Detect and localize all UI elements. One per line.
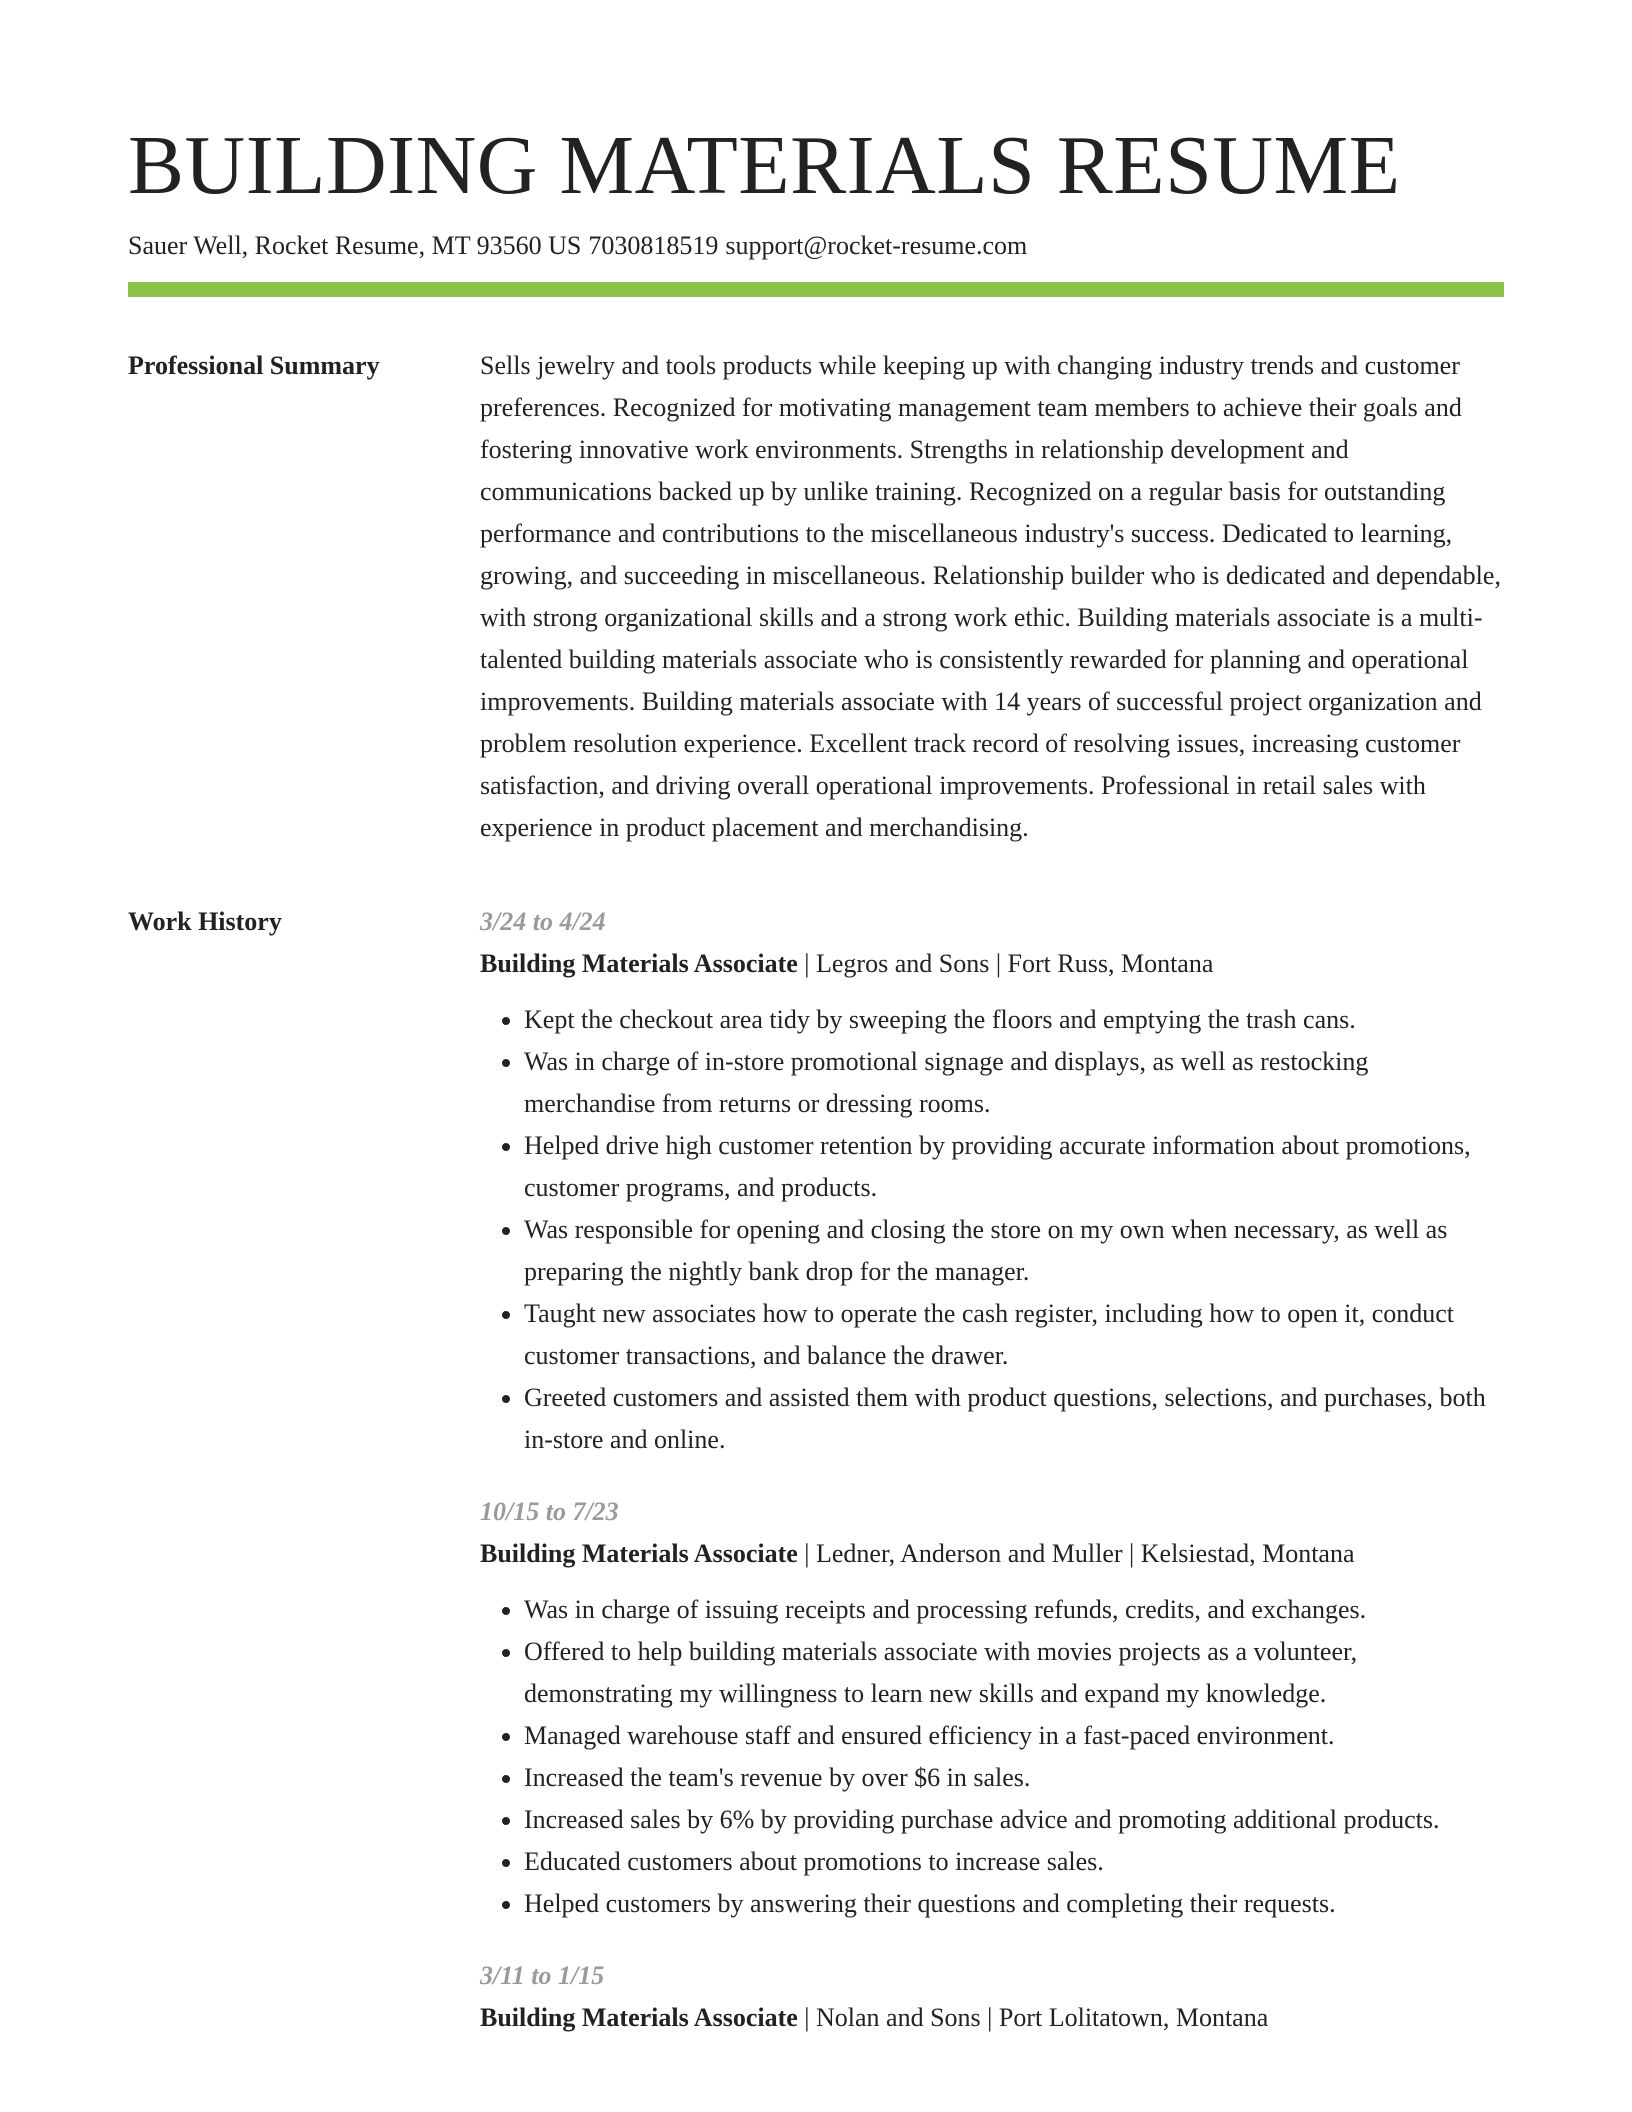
job-title: Building Materials Associate	[480, 948, 798, 978]
job-dates: 3/11 to 1/15	[480, 1960, 605, 1990]
job-separator: |	[804, 1538, 810, 1568]
job-heading	[480, 943, 1504, 985]
job-separator: |	[804, 948, 810, 978]
contact-phone: 7030818519	[588, 231, 719, 261]
job-company: Nolan and Sons	[816, 2002, 981, 2032]
job-bullet: • Was in charge of issuing receipts and processing refunds, credits, and exchanges.	[524, 1589, 1504, 1631]
job-dates: 3/24 to 4/24	[480, 906, 606, 936]
job-separator: |	[995, 948, 1002, 978]
job-heading	[480, 1533, 1504, 1575]
job-entry	[480, 901, 1504, 1461]
job-bullet: • Offered to help building materials associate with movies projects as a volunteer, demonstrating my willingness to learn new skills and expand my knowledge.	[524, 1631, 1504, 1715]
job-bullet: • Increased sales by 6% by providing purchase advice and promoting additional products.	[524, 1799, 1504, 1841]
contact-email: support@rocket-resume.com	[725, 231, 1028, 261]
job-entry	[480, 1491, 1504, 1925]
job-bullet: • Helped customers by answering their questions and completing their requests.	[524, 1883, 1504, 1925]
job-bullet: • Kept the checkout area tidy by sweeping the floors and emptying the trash cans.	[524, 999, 1504, 1041]
job-bullet: • Taught new associates how to operate the cash register, including how to open it, conduct customer transactions, and balance the drawer.	[524, 1293, 1504, 1377]
job-separator: |	[1129, 1538, 1135, 1568]
job-bullet: • Managed warehouse staff and ensured efficiency in a fast-paced environment.	[524, 1715, 1504, 1757]
section-label-work-history: Work History	[128, 906, 282, 936]
job-heading	[480, 1997, 1504, 2039]
job-location: Port Lolitatown, Montana	[998, 2002, 1269, 2032]
job-location: Kelsiestad, Montana	[1140, 1538, 1355, 1568]
work-history-section	[128, 901, 1504, 2069]
job-company: Legros and Sons	[816, 948, 990, 978]
job-dates: 10/15 to 7/23	[480, 1496, 619, 1526]
summary-text: Sells jewelry and tools products while keeping up with changing industry trends and customer preferences. Recognized for motivating management team members to achieve their goals and fostering innovative work environments. Strengths in relationship development and communications backed up by unlike training. Recognized on a regular basis for outstanding performance and contributions to the miscellaneous industry's success. Dedicated to learning, growing, and succeeding in miscellaneous. Relationship builder who is dedicated and dependable, with strong organizational skills and a strong work ethic. Building materials associate is a multi-talented building materials associate who is consistently rewarded for planning and operational improvements. Building materials associate with 14 years of successful project organization and problem resolution experience. Excellent track record of resolving issues, increasing customer satisfaction, and driving overall operational improvements. Professional in retail sales with experience in product placement and merchandising.	[480, 350, 1501, 842]
job-bullet: • Greeted customers and assisted them with product questions, selections, and purchases, both in-store and online.	[524, 1377, 1504, 1461]
section-label-summary: Professional Summary	[128, 350, 380, 380]
job-separator: |	[804, 2002, 810, 2032]
job-entry	[480, 1955, 1504, 2039]
resume-title: BUILDING MATERIALS RESUME	[128, 119, 1401, 212]
job-bullet-list	[480, 1589, 1504, 1925]
professional-summary-section	[128, 345, 1504, 849]
job-company: Ledner, Anderson and Muller	[816, 1538, 1123, 1568]
job-separator: |	[987, 2002, 993, 2032]
header-divider	[128, 282, 1504, 297]
contact-line	[128, 230, 1504, 261]
job-list	[480, 901, 1504, 2069]
job-bullet: • Educated customers about promotions to increase sales.	[524, 1841, 1504, 1883]
job-bullet: • Was in charge of in-store promotional signage and displays, as well as restocking merchandise from returns or dressing rooms.	[524, 1041, 1504, 1125]
job-bullet-list	[480, 999, 1504, 1461]
job-title: Building Materials Associate	[480, 2002, 798, 2032]
job-location: Fort Russ, Montana	[1007, 948, 1214, 978]
job-bullet: • Increased the team's revenue by over $6 in sales.	[524, 1757, 1504, 1799]
job-bullet: • Helped drive high customer retention by providing accurate information about promotions, customer programs, and products.	[524, 1125, 1504, 1209]
job-bullet: • Was responsible for opening and closing the store on my own when necessary, as well as preparing the nightly bank drop for the manager.	[524, 1209, 1504, 1293]
resume-page	[128, 120, 1504, 2069]
contact-address: Sauer Well, Rocket Resume, MT 93560 US	[128, 231, 582, 261]
job-title: Building Materials Associate	[480, 1538, 798, 1568]
